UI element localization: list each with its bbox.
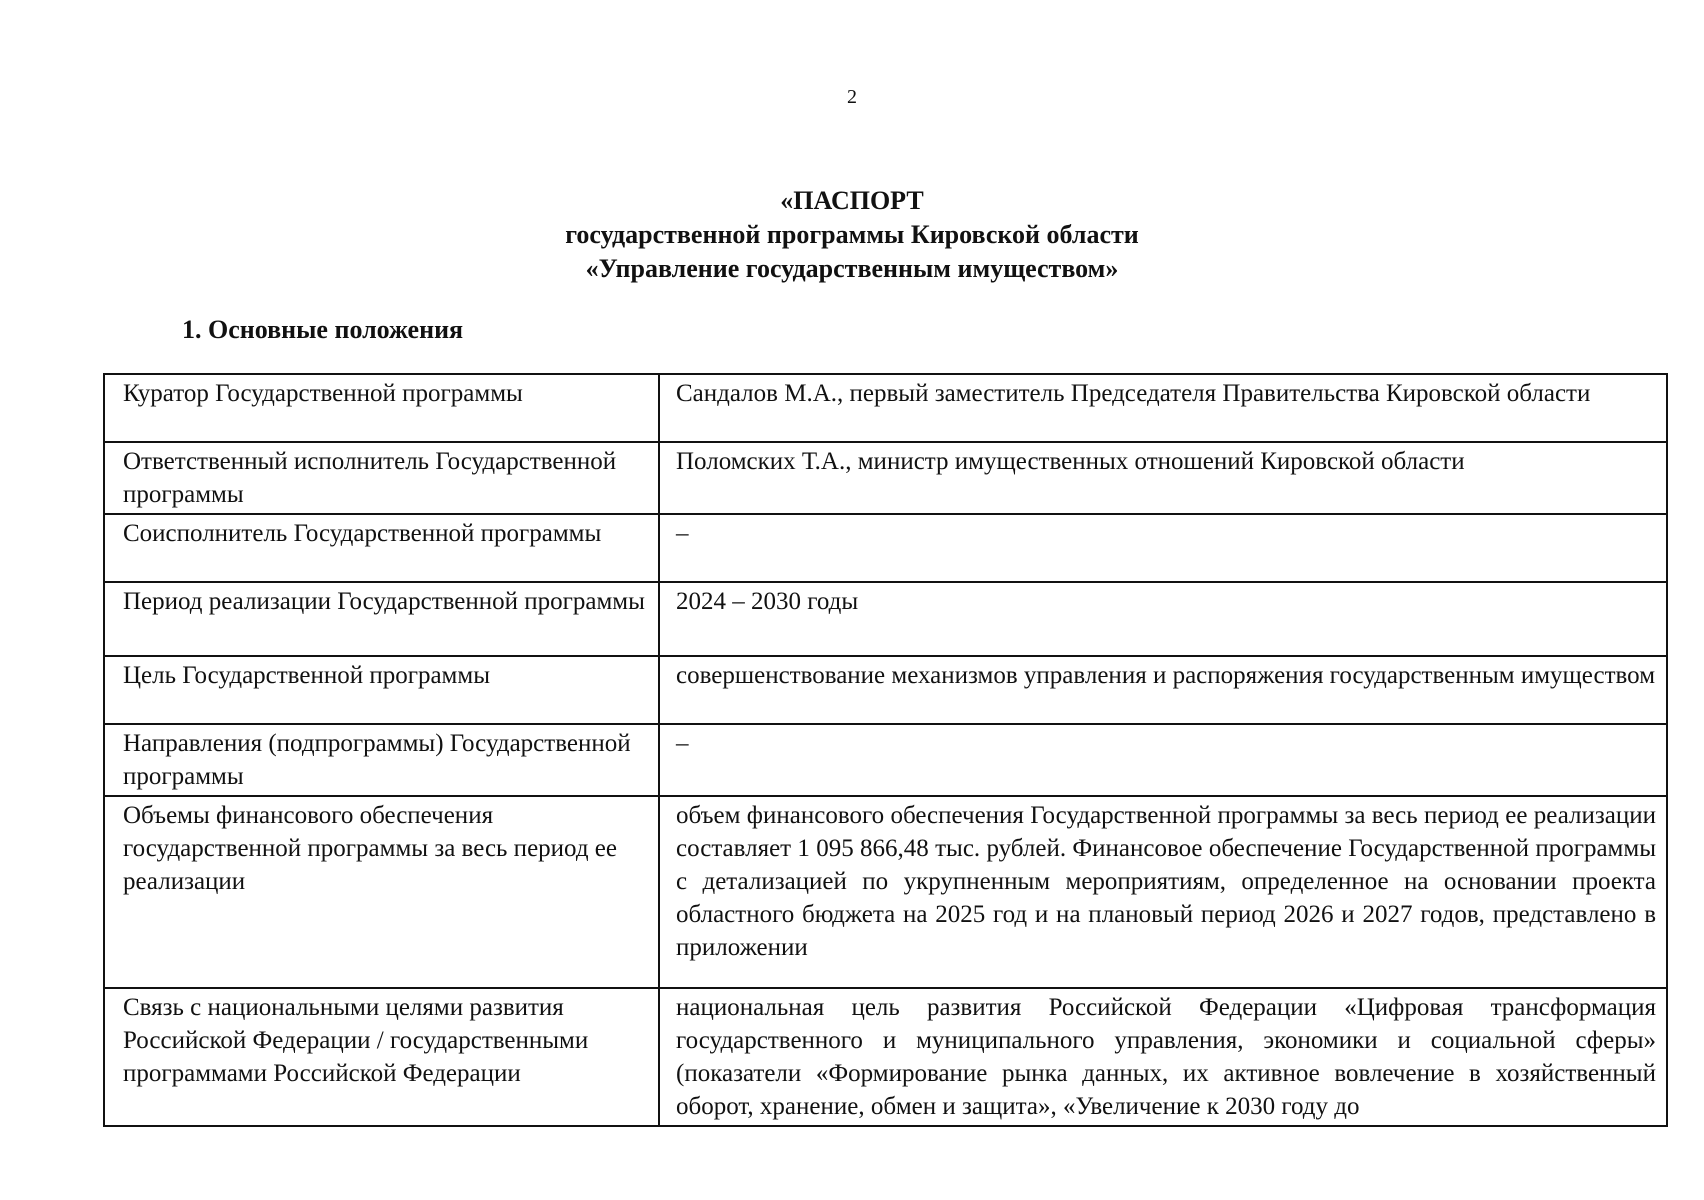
- page-number: 2: [847, 86, 857, 108]
- row-label: Направления (подпрограммы) Государственной программы: [104, 724, 659, 796]
- row-value: –: [659, 514, 1667, 582]
- title-line-3: «Управление государственным имуществом»: [585, 254, 1119, 283]
- row-value: –: [659, 724, 1667, 796]
- row-label: Объемы финансового обеспечения государственной программы за весь период ее реализации: [104, 796, 659, 988]
- title-line-1: «ПАСПОРТ: [780, 186, 924, 215]
- row-label: Период реализации Государственной программы: [104, 582, 659, 656]
- table-row-period: [104, 582, 1667, 656]
- row-value: Поломских Т.А., министр имущественных отношений Кировской области: [659, 442, 1667, 514]
- row-label: Цель Государственной программы: [104, 656, 659, 724]
- passport-table: [103, 373, 1668, 1127]
- row-label: Куратор Государственной программы: [104, 374, 659, 442]
- table-row-coexecutor: [104, 514, 1667, 582]
- table-row-directions: [104, 724, 1667, 796]
- row-value: совершенствование механизмов управления и распоряжения государственным имуществом: [659, 656, 1667, 724]
- row-label: Соисполнитель Государственной программы: [104, 514, 659, 582]
- row-value: 2024 – 2030 годы: [659, 582, 1667, 656]
- table-row-finance: [104, 796, 1667, 988]
- row-value: национальная цель развития Российской Федерации «Цифровая трансформация государственного и муниципального управления, экономики и социальной сферы» (показатели «Формирование рынка данных, их активное вовлечение в хозяйственный оборот, хранение, обмен и защита», «Увеличение к 2030 году до: [659, 988, 1667, 1126]
- table-row-goal: [104, 656, 1667, 724]
- title-line-2: государственной программы Кировской области: [565, 220, 1139, 249]
- row-label: Связь с национальными целями развития Российской Федерации / государственными программами Российской Федерации: [104, 988, 659, 1126]
- document-title: [0, 184, 1704, 286]
- row-value: объем финансового обеспечения Государственной программы за весь период ее реализации составляет 1 095 866,48 тыс. рублей. Финансовое обеспечение Государственной программы с детализацией по укрупненным мероприятиям, определенное на основании проекта областного бюджета на 2025 год и на плановый период 2026 и 2027 годов, представлено в приложении: [659, 796, 1667, 988]
- table-row-curator: [104, 374, 1667, 442]
- table-row-executor: [104, 442, 1667, 514]
- row-label: Ответственный исполнитель Государственной программы: [104, 442, 659, 514]
- section-heading: 1. Основные положения: [182, 315, 464, 344]
- row-value: Сандалов М.А., первый заместитель Председателя Правительства Кировской области: [659, 374, 1667, 442]
- table-row-national-goals: [104, 988, 1667, 1126]
